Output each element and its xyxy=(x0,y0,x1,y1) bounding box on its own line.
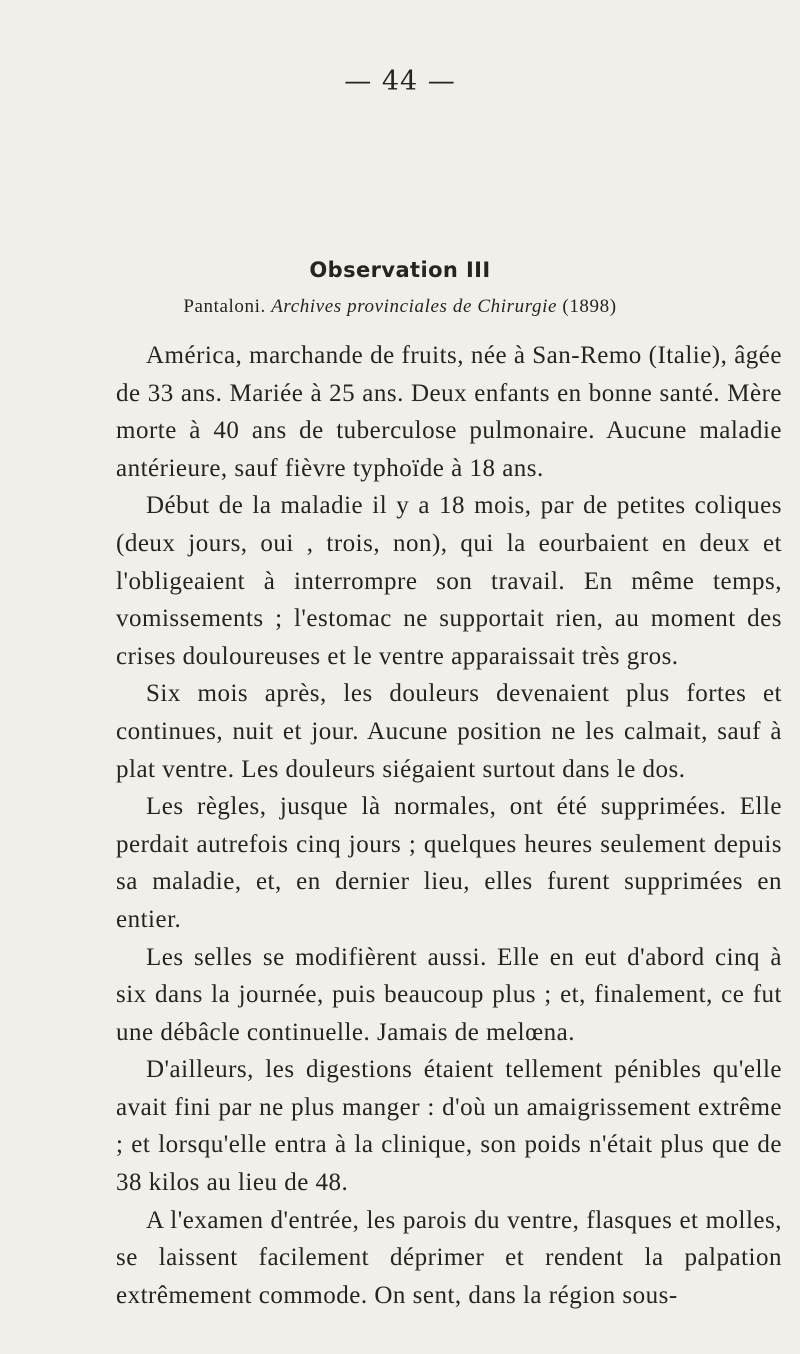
bibliographic-reference xyxy=(0,293,800,321)
reference-journal: Archives provinciales de Chirurgie xyxy=(271,296,558,317)
paragraph: A l'examen d'entrée, les parois du ventre, flasques et molles, se laissent facilement déprimer et rendent la palpation extrêmement commode. On sent, dans la région sous- xyxy=(116,1206,782,1309)
paragraph: Début de la maladie il y a 18 mois, par de petites coliques (deux jours, oui , trois, non), qui la eourbaient en deux et l'obligeaient à interrompre son travail. En même temps, vomissements ; l'estomac ne supportait rien, au moment des crises douloureuses et le ventre apparaissait très gros. xyxy=(116,492,782,670)
reference-year: (1898) xyxy=(562,296,617,317)
observation-body xyxy=(116,337,782,1314)
paragraph: Les règles, jusque là normales, ont été supprimées. Elle perdait autrefois cinq jours ; quelques heures seulement depuis sa maladie, et, en dernier lieu, elles furent supprimées en entier. xyxy=(116,793,782,933)
paragraph: D'ailleurs, les digestions étaient tellement pénibles qu'elle avait fini par ne plus manger : d'où un amaigrissement extrême ; et lorsqu'elle entra à la clinique, son poids n'était plus que de 38 kilos au lieu de 48. xyxy=(116,1056,782,1197)
reference-author: Pantaloni. xyxy=(183,296,266,317)
observation-title: Observation III xyxy=(309,258,491,282)
page-number: — 44 — xyxy=(344,66,456,97)
paragraph: Six mois après, les douleurs devenaient plus fortes et continues, nuit et jour. Aucune position ne les calmait, sauf à plat ventre. Les douleurs siégaient surtout dans le dos. xyxy=(116,680,782,783)
paragraph: América, marchande de fruits, née à San-Remo (Italie), âgée de 33 ans. Mariée à 25 ans. Deux enfants en bonne santé. Mère morte à 40 ans de tuberculose pulmonaire. Aucune maladie antérieure, sauf fièvre typhoïde à 18 ans. xyxy=(116,342,782,482)
paragraph: Les selles se modifièrent aussi. Elle en eut d'abord cinq à six dans la journée, puis beaucoup plus ; et, finalement, ce fut une débâcle continuelle. Jamais de melœna. xyxy=(116,943,782,1046)
